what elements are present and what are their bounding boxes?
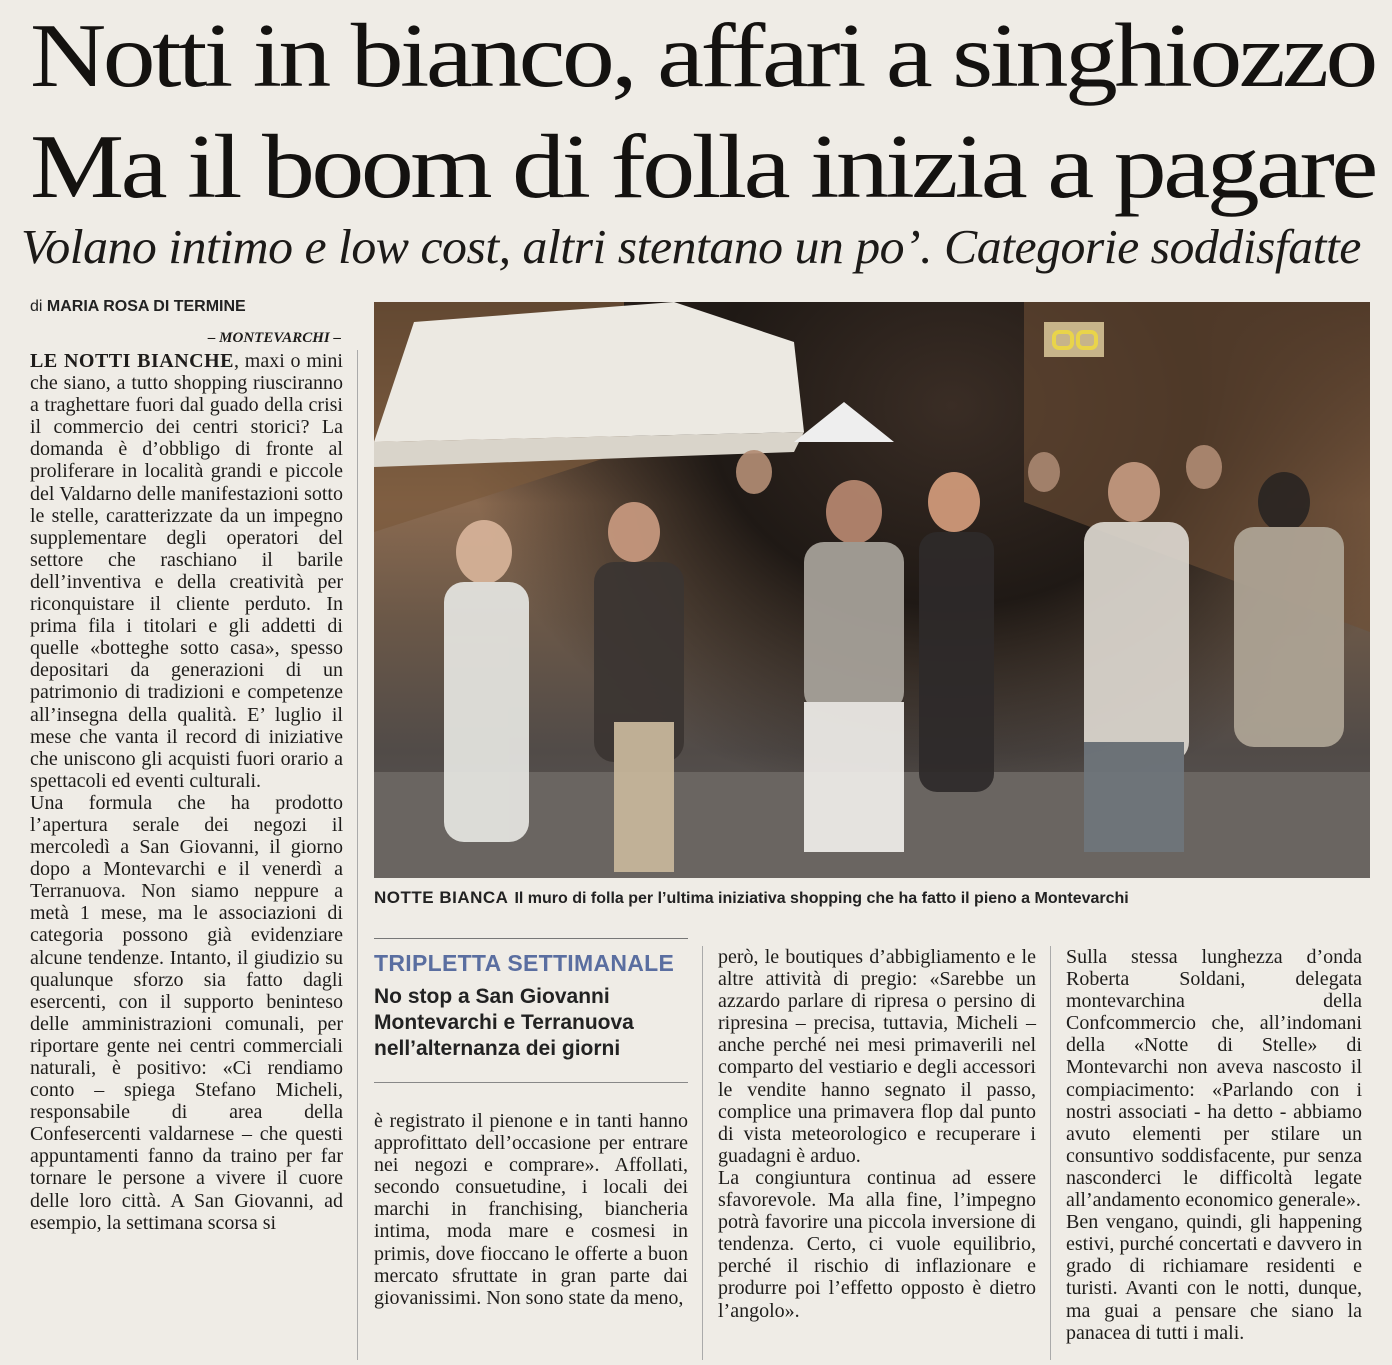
sidebar-bottom-rule xyxy=(374,1082,688,1083)
lead-in: LE NOTTI BIANCHE xyxy=(30,350,235,372)
byline-prefix: di xyxy=(30,298,43,315)
column-divider xyxy=(357,350,358,1360)
crowd-photo-illustration xyxy=(374,302,1370,878)
column-divider xyxy=(702,946,703,1360)
headline-line-1: Notti in bianco, affari a singhiozzo xyxy=(30,5,1375,106)
caption-text: Il muro di folla per l’ultima iniziativa shopping che ha fatto il pieno a Montevarchi xyxy=(514,890,1129,907)
crowd-photo xyxy=(374,302,1370,878)
article-paragraph: però, le boutiques d’abbigliamento e le altre attività di pregio: «Sarebbe un azzardo parlare di ripresa o persino di ripresina – precisa, tuttavia, Micheli – anche perché nei mesi primaverili nel comparto del vestiario e degli accessori le vendite hanno segnato il passo, complice una primavera flop dal punto di vista meteorologico e recuperare i guadagni è arduo. xyxy=(718,946,1036,1167)
article-column-2 xyxy=(374,1110,688,1309)
sidebar-title xyxy=(374,984,694,1062)
sidebar-title-line: Montevarchi e Terranuova xyxy=(374,1011,634,1034)
article-paragraph: La congiuntura continua ad essere sfavorevole. Ma alla fine, l’impegno potrà favorire una piccola inversione di tendenza. Certo, ci vuole equilibrio, perché il rischio di inflazionare e produrre poi l’effetto opposto è dietro l’angolo». xyxy=(718,1166,1036,1322)
photo-caption xyxy=(374,888,1370,908)
sidebar-top-rule xyxy=(374,938,688,939)
byline xyxy=(30,298,246,316)
article-paragraph: Una formula che ha prodotto l’apertura serale dei negozi il mercoledì a San Giovanni, il giorno dopo a Montevarchi e il venerdì a Terranuova. Non siamo neppure a metà 1 mese, ma le associazioni di categoria possono già evidenziare alcune tendenze. Intanto, il giudizio su qualunque sforzo sia fatto dagli esercenti, con il supporto beninteso delle amministrazioni comunali, per riportare gente nei centri commerciali naturali, è positivo: «Ci rendiamo conto – spiega Stefano Micheli, responsabile di area della Confesercenti valdarnese – che questi appuntamenti fanno da traino per far tornare le persone a vivere il cuore delle loro città. A San Giovanni, ad esempio, la settimana scorsa si xyxy=(30,791,343,1234)
paragraph-text: , maxi o mini che siano, a tutto shopping riusciranno a traghettare fuori dal guado della crisi il commercio dei centri storici? La domanda è d’obbligo di fronte al proliferare in località grandi e piccole del Valdarno delle manifestazioni sotto le stelle, caratterizzate da un impegno supplementare degli operatori del settore che raschiano il barile dell’inventiva e della creatività per riconquistare il cliente perduto. In prima fila i titolari e gli addetti di quelle «botteghe sotto casa», spesso depositari da generazioni di un patrimonio di tradizioni e competenze all’insegna della qualità. E’ luglio il mese che vanta il record di iniziative che uniscono gli acquisti fuori orario a spettacoli ed eventi culturali. xyxy=(30,350,343,792)
article-paragraph: Ben vengano, quindi, gli happening estivi, purché concertati e davvero in grado di richiamare residenti e turisti. Avanti con le notti, dunque, ma guai a pensare che siano la panacea di tutti i mali. xyxy=(1066,1211,1362,1344)
caption-label: NOTTE BIANCA xyxy=(374,888,509,907)
sidebar-title-line: No stop a San Giovanni xyxy=(374,985,610,1008)
article-column-1 xyxy=(30,350,343,1234)
dateline: – MONTEVARCHI – xyxy=(207,330,341,346)
byline-author: MARIA ROSA DI TERMINE xyxy=(46,298,246,315)
article-paragraph xyxy=(30,350,343,792)
article-paragraph: Sulla stessa lunghezza d’onda Roberta Soldani, delegata montevarchina della Confcommercio che, all’indomani della «Notte di Stelle» di Montevarchi non aveva nascosto il compiacimento: «Parlando con i nostri associati - ha detto - abbiamo avuto elementi per stilare un consuntivo soddisfacente, pur senza nasconderci le difficoltà legate all’andamento economico generale». xyxy=(1066,946,1362,1212)
article-column-4 xyxy=(1066,946,1362,1344)
sidebar-title-line: nell’alternanza dei giorni xyxy=(374,1037,621,1060)
headline-line-2: Ma il boom di folla inizia a pagare xyxy=(30,116,1375,217)
column-divider xyxy=(1050,946,1051,1360)
subheadline: Volano intimo e low cost, altri stentano un po’. Categorie soddisfatte xyxy=(21,219,1361,274)
article-column-3 xyxy=(718,946,1036,1322)
sidebar-kicker: TRIPLETTA SETTIMANALE xyxy=(374,950,675,976)
article-paragraph: è registrato il pienone e in tanti hanno approfittato dell’occasione per entrare nei negozi e comprare». Affollati, secondo consuetudine, i locali dei marchi in franchising, biancheria intima, moda mare e cosmesi in primis, dove fioccano le offerte a buon mercato sfruttate in gran parte dai giovanissimi. Non sono state da meno, xyxy=(374,1110,688,1309)
